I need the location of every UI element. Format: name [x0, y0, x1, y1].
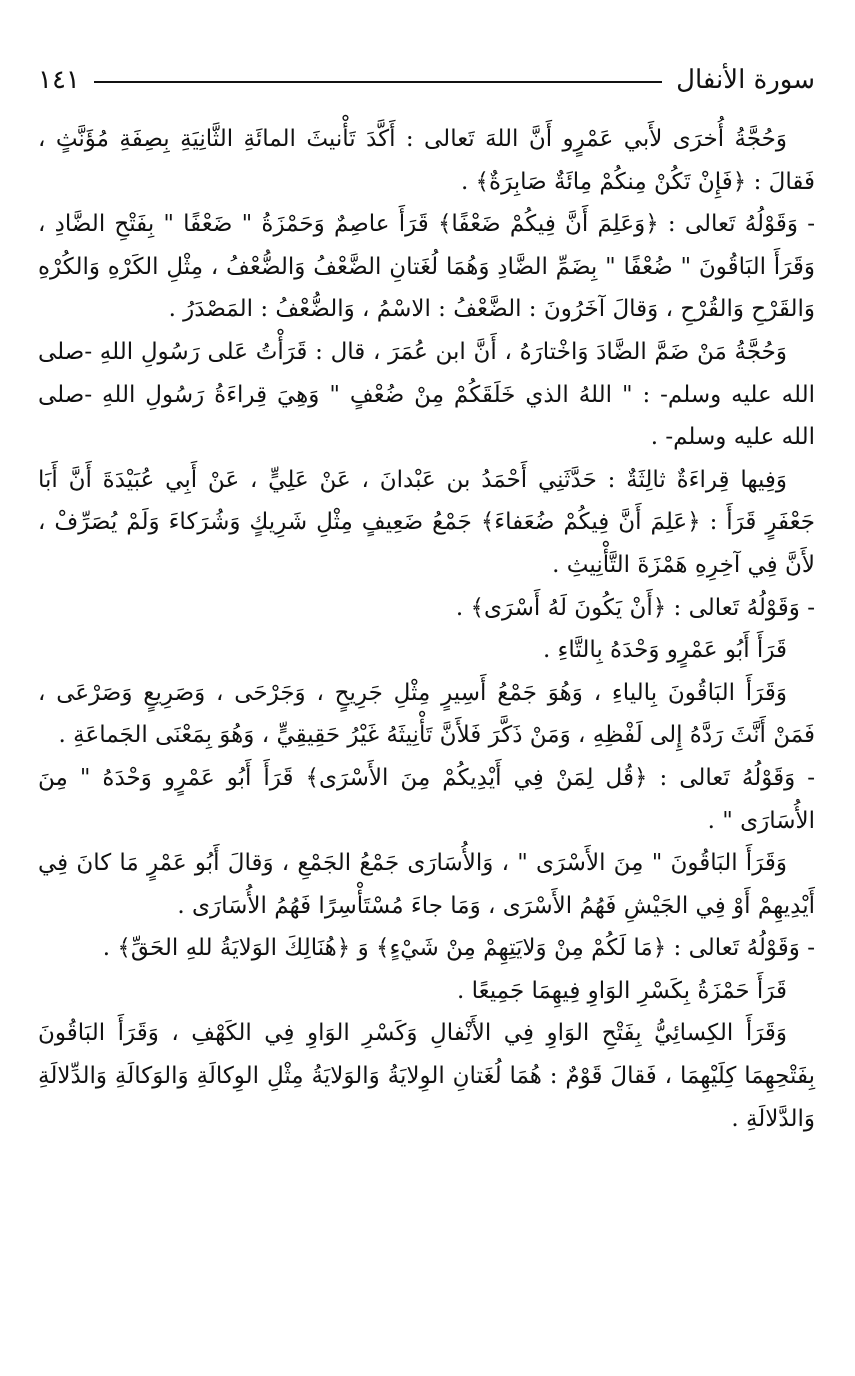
page-number: ١٤١: [38, 65, 80, 95]
paragraph-11: قَرَأَ حَمْزَةُ بِكَسْرِ الوَاوِ فِيهِمَا جَمِيعًا .: [457, 977, 787, 1004]
paragraph-5: - وَقَوْلُهُ تَعالى : ﴿أَنْ يَكُونَ لَهُ أَسْرَى﴾ .: [455, 594, 815, 621]
page-body: [38, 118, 815, 1140]
paragraph-6: قَرَأَ أَبُو عَمْرٍو وَحْدَهُ بِالتَّاءِ .: [542, 637, 787, 664]
paragraph-12: وَقَرَأَ الكِسائِيُّ بِفَتْحِ الوَاوِ فِي الأَنْفالِ وَكَسْرِ الوَاوِ فِي الكَهْفِ ، وَقَرَأَ البَاقُونَ بِفَتْحِهِمَا كِلَيْهِمَا ، فَقالَ قَوْمٌ : هُمَا لُغَتانِ الوِلايَةُ وَالوَلايَةُ مِثْلِ الوِكالَةِ وَالوَكالَةِ وَالدِّلالَةِ وَالدَّلالَةِ .: [38, 1020, 815, 1132]
header-rule: [94, 81, 662, 83]
paragraph-4: وَفِيها قِراءَةٌ ثالِثَةٌ : حَدَّثَنِي أَحْمَدُ بن عَبْدانَ ، عَنْ عَلِيٍّ ، عَنْ أَبِي عُبَيْدَةَ أَنَّ أَبَا جَعْفَرٍ قَرَأَ : ﴿عَلِمَ أَنَّ فِيكُمْ ضُعَفاءَ﴾ جَمْعُ ضَعِيفٍ مِثْلِ شَرِيكٍ وَشُرَكاءَ وَلَمْ يُصَرِّفْ ، لأَنَّ فِي آخِرِهِ هَمْزَةَ التَّأْنِيثِ .: [38, 466, 815, 578]
paragraph-2: - وَقَوْلُهُ تَعالى : ﴿وَعَلِمَ أَنَّ فِيكُمْ ضَعْفًا﴾ قَرَأَ عاصِمٌ وَحَمْزَةُ " ضَعْفًا " بِفَتْحِ الضَّادِ ، وَقَرَأَ البَاقُونَ " ضُعْفًا " بِضَمِّ الضَّادِ وَهُمَا لُغَتانِ الضَّعْفُ وَالضُّعْفُ ، مِثْلِ الكَرْهِ وَالكُرْهِ وَالقَرْحِ وَالقُرْحِ ، وَقالَ آخَرُونَ : الضَّعْفُ : الاسْمُ ، وَالضُّعْفُ : المَصْدَرُ .: [38, 211, 815, 323]
paragraph-8: - وَقَوْلُهُ تَعالى : ﴿قُل لِمَنْ فِي أَيْدِيكُمْ مِنَ الأَسْرَى﴾ قَرَأَ أَبُو عَمْرٍو وَحْدَهُ " مِنَ الأُسَارَى " .: [38, 764, 816, 834]
paragraph-10: - وَقَوْلُهُ تَعالى : ﴿مَا لَكُمْ مِنْ وَلايَتِهِمْ مِنْ شَيْءٍ﴾ وَ ﴿هُنَالِكَ الوَلايَةُ للهِ الحَقِّ﴾ .: [102, 935, 815, 962]
paragraph-3: وَحُجَّةُ مَنْ ضَمَّ الضَّادَ وَاخْتارَهُ ، أَنَّ ابن عُمَرَ ، قال : قَرَأْتُ عَلى رَسُولِ اللهِ -صلى الله عليه وسلم- : " اللهُ الذي خَلَقَكُمْ مِنْ ضُعْفٍ " وَهِيَ قِراءَةُ رَسُولِ اللهِ -صلى الله عليه وسلم- .: [38, 338, 815, 451]
paragraph-9: وَقَرَأَ البَاقُونَ " مِنَ الأَسْرَى " ، وَالأُسَارَى جَمْعُ الجَمْعِ ، وَقالَ أَبُو عَمْرٍ مَا كانَ فِي أَيْدِيهِمْ أَوْ فِي الجَيْشِ فَهُمُ الأَسْرَى ، وَمَا جاءَ مُسْتَأْسِرًا فَهُمُ الأُسَارَى .: [38, 850, 815, 919]
surah-title: سورة الأنفال: [676, 65, 815, 95]
paragraph-7: وَقَرَأَ البَاقُونَ بِالياءِ ، وَهُوَ جَمْعُ أَسِيرٍ مِثْلِ جَرِيحٍ ، وَجَرْحَى ، وَصَرِيعٍ وَصَرْعَى ، فَمَنْ أَنَّثَ رَدَّهُ إِلى لَفْظِهِ ، وَمَنْ ذَكَّرَ فَلأَنَّ تَأْنِيثَهُ غَيْرُ حَقِيقِيٍّ ، وَهُوَ بِمَعْنَى الجَماعَةِ .: [38, 679, 815, 749]
paragraph-1: وَحُجَّةُ أُخرَى لأَبي عَمْرٍو أَنَّ اللهَ تَعالى : أَكَّدَ تَأْنيثَ المائَةِ الثَّانِيَةِ بِصِفَةِ مُؤَنَّثٍ ، فَقالَ : ﴿فَإِنْ تَكُنْ مِنكُمْ مِائَةٌ صَابِرَةٌ﴾ .: [38, 126, 815, 195]
page-header: [38, 60, 815, 100]
